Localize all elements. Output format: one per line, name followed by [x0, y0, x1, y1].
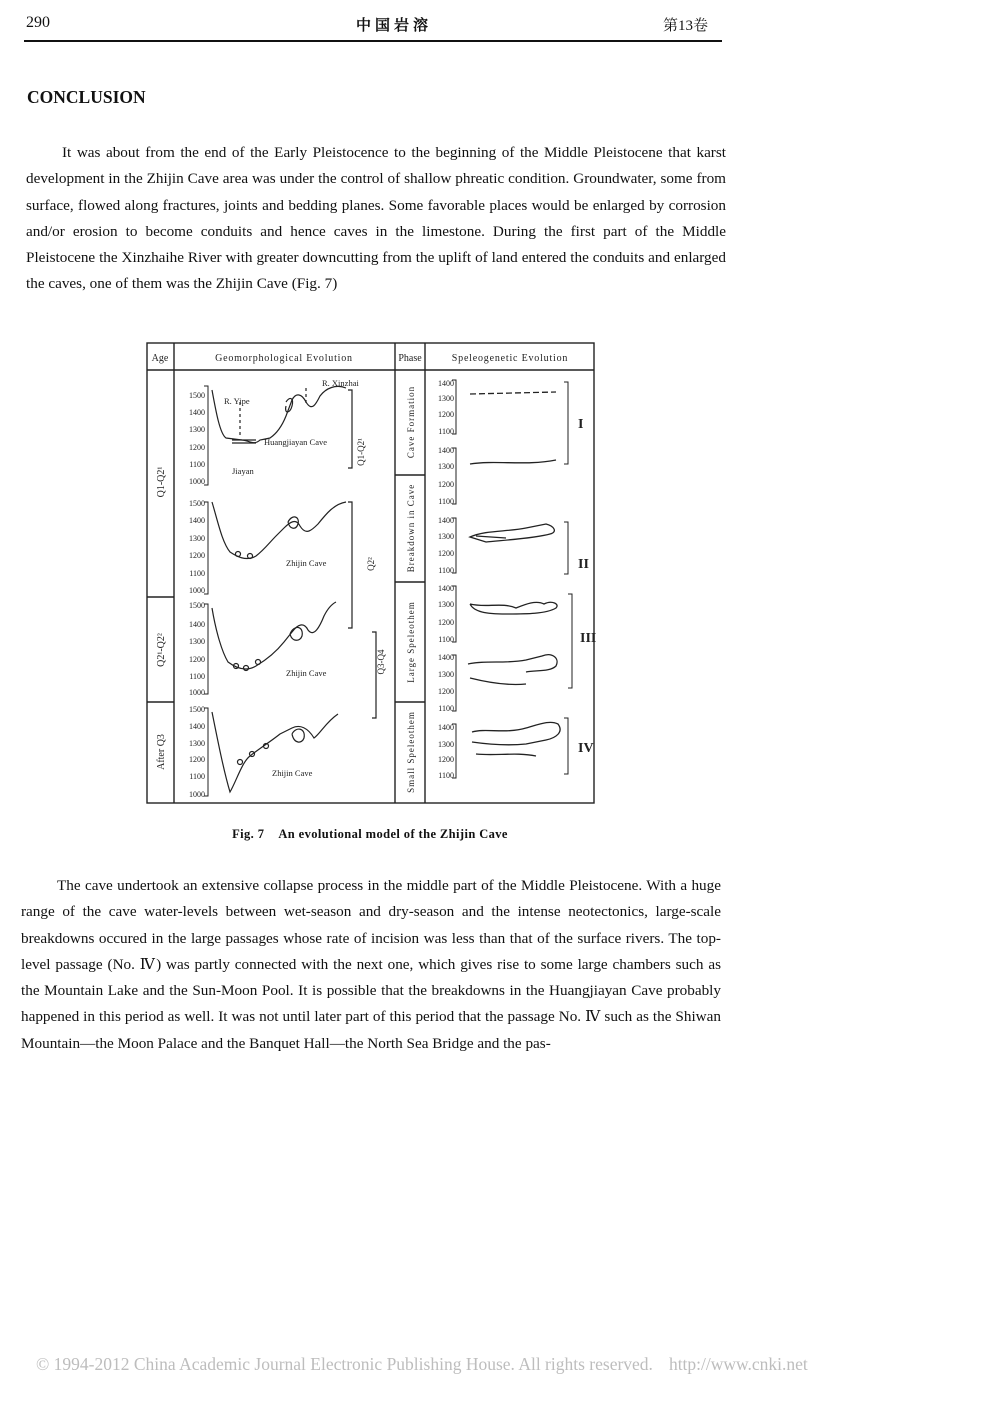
figure-drawing-element — [348, 390, 352, 468]
figure-text-label: 1400 — [189, 408, 205, 417]
footer — [36, 1354, 808, 1375]
figure-text-label: 1400 — [438, 653, 454, 662]
figure-text-label: 1000 — [189, 586, 205, 595]
figure-text-label: 1300 — [189, 637, 205, 646]
paragraph-2: The cave undertook an extensive collapse process in the middle part of the Middle Pleistocene. With a huge range of the cave water-levels between wet-season and dry-season and the intense neotectonics, large-scale breakdowns occured in the large passages whose rate of incision was less than that of the surface rivers. The top-level passage (No. Ⅳ) was partly connected with the next one, which gives rise to some large chambers such as the Mountain Lake and the Sun-Moon Pool. It is possible that the breakdowns in the Huangjiayan Cave probably happened in this period as well. It was not until later part of this period that the passage No. Ⅳ such as the Shiwan Mountain—the Moon Palace and the Banquet Hall—the North Sea Bridge and the pas- — [21, 877, 721, 1052]
figure-text-label: 1300 — [438, 740, 454, 749]
age-label-1: Q1-Q2¹ — [156, 466, 167, 498]
figure-drawing-element — [244, 666, 249, 671]
figure-text-label: 1200 — [438, 410, 454, 419]
figure-text-label: 1400 — [189, 516, 205, 525]
page-number: 290 — [26, 14, 50, 31]
figure-text-label: 1300 — [189, 425, 205, 434]
figure-drawing-element — [212, 386, 346, 442]
caption-label: Fig. 7 — [232, 827, 265, 841]
figure-text-label: 1300 — [189, 739, 205, 748]
figure-drawing-element — [256, 660, 261, 665]
figure-drawing-element — [470, 524, 554, 542]
figure-drawing-element — [568, 594, 572, 688]
label-zhijin-1: Zhijin Cave — [286, 558, 327, 568]
figure-text-label: 1400 — [438, 584, 454, 593]
geo-panel-4 — [212, 712, 338, 792]
figure-7 — [146, 342, 596, 805]
label-zhijin-3: Zhijin Cave — [272, 768, 313, 778]
figure-drawing-element — [438, 379, 454, 780]
figure-text-label: 1200 — [189, 755, 205, 764]
figure-drawing-element — [212, 602, 336, 669]
figure-text-label: 1100 — [438, 566, 454, 575]
col-header-geo: Geomorphological Evolution — [215, 353, 353, 364]
figure-text-label: 1100 — [438, 771, 454, 780]
figure-drawing-element — [452, 380, 572, 778]
figure-drawing-element — [452, 518, 456, 573]
figure-text-label: 1200 — [189, 443, 205, 452]
figure-text-label: 1200 — [189, 551, 205, 560]
speleo-passages — [468, 392, 560, 756]
figure-drawing-element — [204, 386, 208, 485]
phase-label-2: Breakdown in Cave — [406, 483, 416, 573]
figure-drawing-element — [564, 382, 568, 464]
figure-text-label: 1100 — [189, 772, 205, 781]
phase-label-4: Small Speleothem — [406, 711, 416, 793]
label-r-yipe: R. Yipe — [224, 396, 250, 406]
figure-drawing-element — [147, 343, 594, 803]
figure-text-label: 1200 — [438, 755, 454, 764]
figure-text-label: 1300 — [438, 394, 454, 403]
figure-drawing-element — [348, 502, 352, 628]
figure-text-label: 1500 — [189, 499, 205, 508]
label-r-xinzhai: R. Xinzhai — [322, 378, 359, 388]
volume-label: 第13卷 — [662, 18, 708, 34]
figure-text-label: 1300 — [438, 462, 454, 471]
phase-label-3: Large Speleothem — [406, 601, 416, 683]
col-header-phase: Phase — [398, 353, 422, 364]
roman-1: I — [578, 417, 584, 432]
figure-drawing-element — [476, 754, 536, 756]
figure-text-label: 1000 — [189, 790, 205, 799]
figure-text-label: 1100 — [189, 672, 205, 681]
figure-caption — [0, 827, 740, 842]
figure-text-label: 1000 — [189, 477, 205, 486]
figure-text-label: 1100 — [189, 569, 205, 578]
figure-text-label: 1400 — [438, 723, 454, 732]
figure-text-label: 1200 — [438, 480, 454, 489]
roman-3: III — [580, 631, 596, 646]
figure-drawing-element — [290, 627, 302, 640]
figure-drawing-element — [452, 724, 456, 778]
figure-text-label: 1500 — [189, 705, 205, 714]
figure-drawing-element — [292, 729, 304, 742]
figure-text-label: 1000 — [189, 688, 205, 697]
age-label-2: Q2¹-Q2² — [156, 633, 167, 667]
figure-drawing-element — [468, 655, 557, 672]
figure-drawing-element — [212, 502, 346, 559]
figure-drawing-element — [452, 655, 456, 711]
figure-drawing-element — [564, 718, 568, 774]
label-jiayan: Jiayan — [232, 466, 254, 476]
figure-drawing-element — [238, 760, 243, 765]
figure-text-label: 1300 — [189, 534, 205, 543]
col-header-age: Age — [151, 353, 169, 364]
geo-panel-2 — [212, 502, 352, 628]
figure-drawing-element — [189, 391, 205, 799]
figure-drawing-element — [472, 722, 560, 744]
figure-drawing-element — [452, 448, 456, 504]
paragraph-1: It was about from the end of the Early Pleistocence to the beginning of the Middle Pleistocene that karst development in the Zhijin Cave area was under the control of shallow phreatic condition. Groundwater, some from surface, flowed along fractures, joints and bedding planes. Some favorable places would be enlarged by corrosion and/or erosion to become conduits and hence caves in the limestone. During the first part of the Middle Pleistocene the Xinzhaihe River with greater downcutting from the uplift of land entered the conduits and enlarged the caves, one of them was the Zhijin Cave (Fig. 7) — [26, 144, 726, 293]
figure-text-label: 1200 — [438, 687, 454, 696]
figure-text-label: 1400 — [189, 722, 205, 731]
figure-text-label: 1500 — [189, 391, 205, 400]
age-label-3: After Q3 — [156, 734, 167, 770]
journal-name: 中国岩溶 — [356, 18, 433, 34]
figure-drawing-element — [470, 392, 556, 394]
figure-drawing-element — [452, 586, 456, 642]
figure-text-label: 1400 — [189, 620, 205, 629]
stage-label-3: Q3-Q4 — [376, 649, 386, 675]
figure-text-label: 1500 — [189, 601, 205, 610]
figure-drawing-element — [470, 678, 526, 685]
col-header-speleo: Speleogenetic Evolution — [451, 353, 569, 364]
header-rule — [24, 40, 722, 42]
roman-4: IV — [578, 741, 594, 756]
figure-text-label: 1300 — [438, 670, 454, 679]
figure-drawing-element — [212, 712, 338, 792]
roman-2: II — [578, 557, 589, 572]
figure-text-label: 1100 — [438, 635, 454, 644]
figure-drawing-element — [564, 522, 568, 574]
label-huangjiayan: Huangjiayan Cave — [264, 437, 328, 447]
figure-drawing-element — [452, 380, 456, 434]
stage-label-2: Q2² — [366, 557, 376, 571]
figure-text-label: 1100 — [189, 460, 205, 469]
section-title: CONCLUSION — [27, 87, 146, 107]
figure-text-label: 1200 — [438, 549, 454, 558]
caption-text: An evolutional model of the Zhijin Cave — [278, 827, 508, 841]
footer-url[interactable]: http://www.cnki.net — [668, 1354, 808, 1374]
phase-label-1: Cave Formation — [406, 385, 416, 459]
figure-text-label: 1300 — [438, 600, 454, 609]
figure-text-label: 1300 — [438, 532, 454, 541]
figure-text-label: 1400 — [438, 446, 454, 455]
figure-text-label: 1200 — [438, 618, 454, 627]
label-zhijin-2: Zhijin Cave — [286, 668, 327, 678]
figure-drawing-element — [470, 602, 557, 614]
figure-text-label: 1100 — [438, 704, 454, 713]
figure-text-label: 1200 — [189, 655, 205, 664]
figure-drawing-element — [476, 536, 506, 538]
figure-frame — [147, 343, 594, 803]
figure-7-diagram — [146, 342, 596, 805]
figure-text-label: 1400 — [438, 379, 454, 388]
page-header — [26, 14, 722, 40]
stage-label-1: Q1-Q2¹ — [356, 438, 366, 466]
figure-text-label: 1100 — [438, 427, 454, 436]
figure-text-label: 1100 — [438, 497, 454, 506]
footer-copyright: © 1994-2012 China Academic Journal Electronic Publishing House. All rights reserved. — [36, 1354, 653, 1374]
figure-text-label: 1400 — [438, 516, 454, 525]
figure-drawing-element — [470, 460, 556, 464]
